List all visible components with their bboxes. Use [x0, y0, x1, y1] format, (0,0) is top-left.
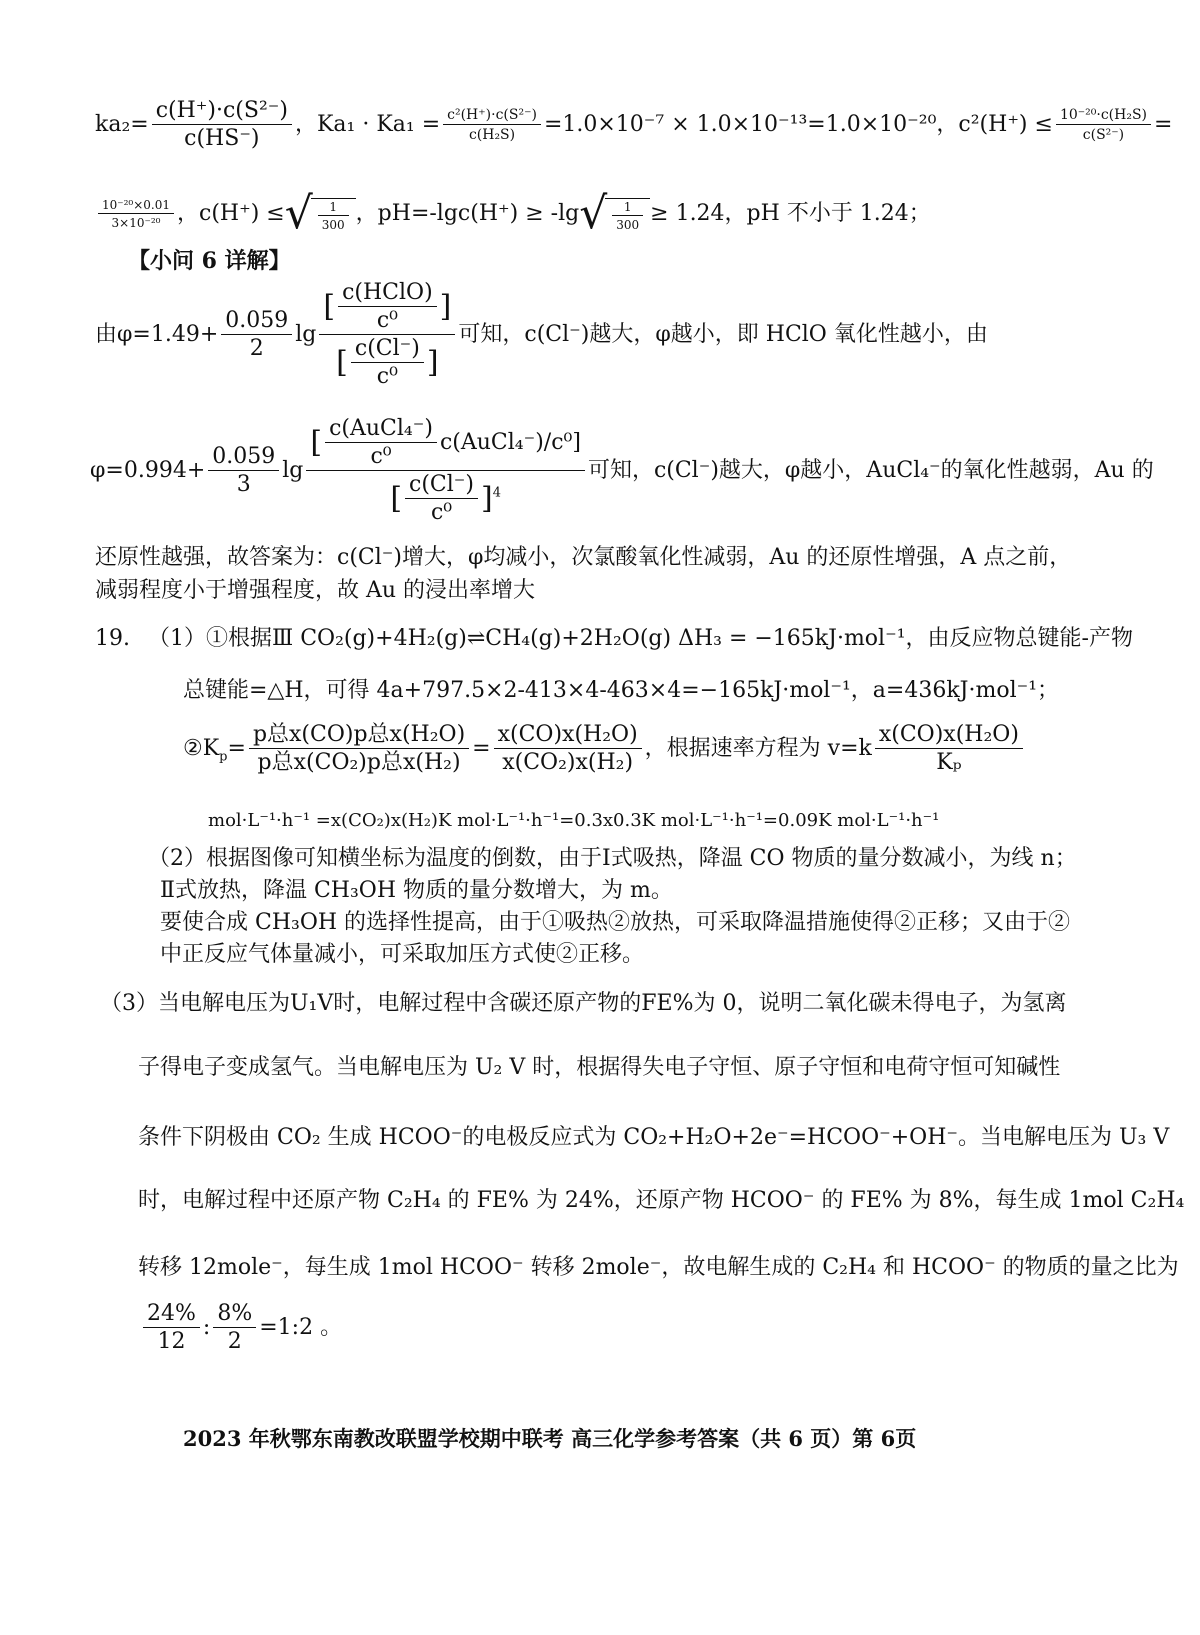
kp-subscript: p	[219, 749, 228, 765]
ratio-den-2: 2	[213, 1327, 256, 1353]
sqrt-2-den: 300	[612, 215, 643, 231]
c2h-inequality-fraction	[1056, 108, 1151, 142]
ph-fraction-numerator: 10⁻²⁰×0.01	[102, 198, 170, 212]
phi1-coefficient	[221, 310, 292, 360]
kp-num-2: x(CO)x(H₂O)	[497, 722, 638, 747]
phi1-suffix: 可知，c(Cl⁻)越大，φ越小，即 HClO 氧化性越小，由	[458, 322, 988, 347]
ratio-expression	[140, 1303, 342, 1353]
phi1-equation	[95, 282, 988, 388]
phi1-top-fraction	[338, 282, 437, 332]
ch-text: ，c(H⁺) ≤	[177, 201, 285, 226]
part3-line-3: 条件下阴极由 CO₂ 生成 HCOO⁻的电极反应式为 CO₂+H₂O+2e⁻=HCOO⁻+OH⁻。当电解电压为 U₃ V	[138, 1125, 1170, 1150]
phi1-bottom-fraction	[351, 338, 424, 388]
ka-product-fraction	[443, 108, 541, 142]
part3-line-2: 子得电子变成氢气。当电解电压为 U₂ V 时，根据得失电子守恒、原子守恒和电荷守恒可知碱性	[138, 1055, 1061, 1080]
kp-fraction-2	[494, 724, 642, 774]
ratio-den-1: 12	[143, 1327, 200, 1353]
ratio-num-2: 8%	[217, 1301, 253, 1326]
part3-line-1: （3）当电解电压为U₁V时，电解过程中含碳还原产物的FE%为 0，说明二氧化碳未得电子，为氢离	[100, 991, 1067, 1016]
ratio-end: =1:2 。	[259, 1315, 343, 1340]
part2-line-4: 中正反应气体量减小，可采取加压方式使②正移。	[160, 942, 645, 967]
rate-fraction	[875, 724, 1023, 774]
phi1-big-fraction	[319, 282, 455, 388]
ka2-fraction	[152, 100, 292, 150]
part3-line-4: 时，电解过程中还原产物 C₂H₄ 的 FE% 为 24%，还原产物 HCOO⁻ 的 FE% 为 8%，每生成 1mol C₂H₄	[138, 1188, 1185, 1213]
phi1-prefix: 由φ=1.49+	[95, 322, 219, 347]
kp-den-2: x(CO₂)x(H₂)	[494, 748, 642, 774]
phi2-top-tail: c(AuCl₄⁻)/c⁰]	[439, 430, 581, 455]
phi2-top-num: c(AuCl₄⁻)	[329, 416, 433, 441]
phi2-big-num: [ c(AuCl₄⁻) c⁰ c(AuCl₄⁻)/c⁰]	[310, 416, 581, 469]
phi1-coef-num: 0.059	[225, 308, 289, 333]
kp-den-1: p总x(CO₂)p总x(H₂)	[249, 748, 469, 774]
page-footer: 2023 年秋鄂东南教改联盟学校期中联考 高三化学参考答案（共 6 页）第 6页	[183, 1426, 917, 1451]
phi2-coefficient	[208, 446, 279, 496]
ph-text: ，pH=-lgc(H⁺) ≥ -lg	[355, 201, 580, 226]
q19-part1-line2: 总键能=△H，可得 4a+797.5×2-413×4-463×4=−165kJ·mol⁻¹，a=436kJ·mol⁻¹；	[183, 678, 1060, 703]
ph-line	[95, 188, 931, 239]
q19-part1-line1: （1）①根据Ⅲ CO₂(g)+4H₂(g)⇌CH₄(g)+2H₂O(g) ΔH₃ = −165kJ·mol⁻¹，由反应物总键能-产物	[148, 626, 1133, 651]
kp-equation: $②K_p=$ p总x(CO)p总x(H₂O) p总x(CO₂)p总x(H₂) = $\frac{\text{x(CO)x(H₂O)}}{\text{x(CO₂)x(H₂)}}$ ，根据速率方程为 v=k $\frac{\text{x(CO)x(H₂O)}}{\text{Kₚ}}$	[183, 724, 1026, 774]
part2-line-1: （2）根据图像可知横坐标为温度的倒数，由于Ⅰ式吸热，降温 CO 物质的量分数减小，为线 n；	[148, 846, 1077, 871]
kp-prefix: ②K	[183, 736, 220, 761]
sqrt-1-num: 1	[329, 199, 338, 214]
c2h-denominator: c(S²⁻)	[1056, 124, 1151, 142]
rate-num: x(CO)x(H₂O)	[878, 722, 1019, 747]
kp-num-1: p总x(CO)p总x(H₂O)	[252, 722, 466, 747]
sqrt-2-num: 1	[623, 199, 632, 214]
part2-line-3: 要使合成 CH₃OH 的选择性提高，由于①吸热②放热，可采取降温措施使得②正移；又由于②	[160, 910, 1071, 935]
ka-product-denominator: c(H₂S)	[443, 124, 541, 142]
rate-line: mol·L⁻¹·h⁻¹ =x(CO₂)x(H₂)K mol·L⁻¹·h⁻¹=0.3x0.3K mol·L⁻¹·h⁻¹=0.09K mol·L⁻¹·h⁻¹	[208, 810, 940, 831]
q19-number: 19.	[95, 626, 130, 651]
phi2-lg: lg	[282, 458, 304, 483]
c2h-label: c²(H⁺) ≤	[958, 112, 1053, 137]
phi2-coef-num: 0.059	[212, 444, 276, 469]
phi1-bot-den: c⁰	[351, 362, 424, 388]
ka2-numerator: c(H⁺)·c(S²⁻)	[155, 98, 288, 123]
conclusion-line-1: 还原性越强，故答案为：c(Cl⁻)增大，φ均减小，次氯酸氧化性减弱，Au 的还原性增强，A 点之前，	[95, 545, 1072, 570]
ratio-num-1: 24%	[147, 1301, 196, 1326]
phi1-bot-num: c(Cl⁻)	[354, 336, 420, 361]
equals-end: =	[1154, 112, 1173, 137]
ratio-colon: :	[202, 1315, 211, 1340]
conclusion-line-2: 减弱程度小于增强程度，故 Au 的浸出率增大	[95, 578, 536, 603]
phi1-big-num: [ c(HClO) c⁰ ]	[323, 280, 452, 333]
c2h-numerator: 10⁻²⁰·c(H₂S)	[1059, 107, 1147, 123]
sqrt-1-den: 300	[318, 215, 349, 231]
ratio-fraction-2	[213, 1303, 256, 1353]
sqrt-2-fraction	[612, 201, 643, 231]
ph-fraction	[98, 199, 174, 229]
phi2-equation	[90, 418, 1154, 524]
ka-product-label: ，Ka₁ · Ka₁ =	[294, 112, 441, 137]
phi1-big-den: [ $\frac{c(Cl^-)}{\text{c⁰}}$ ]	[319, 334, 455, 388]
ka2-lhs: ka₂=	[95, 112, 149, 137]
part3-line-5: 转移 12mole⁻，每生成 1mol HCOO⁻ 转移 2mole⁻，故电解生成的 C₂H₄ 和 HCOO⁻ 的物质的量之比为	[138, 1255, 1179, 1280]
phi2-big-fraction	[306, 418, 585, 524]
sqrt-1-fraction	[318, 201, 349, 231]
phi2-bot-den: c⁰	[405, 498, 478, 524]
ka2-equation-line	[95, 100, 1172, 150]
phi1-coef-den: 2	[221, 334, 292, 360]
ka-product-numerator: c²(H⁺)·c(S²⁻)	[447, 107, 537, 123]
phi2-big-den: [ $\frac{c(Cl^-)}{\text{c⁰}}$ ]$^4$	[306, 470, 585, 524]
ratio-fraction-1	[143, 1303, 200, 1353]
phi2-bot-exponent: 4	[492, 485, 501, 501]
phi2-bot-num: c(Cl⁻)	[409, 472, 474, 497]
part2-line-2: Ⅱ式放热，降温 CH₃OH 物质的量分数增大，为 m。	[160, 878, 673, 903]
ph-end: ≥ 1.24，pH 不小于 1.24；	[650, 201, 931, 226]
phi2-suffix: 可知，c(Cl⁻)越大，φ越小，AuCl₄⁻的氧化性越弱，Au 的	[587, 458, 1154, 483]
phi2-top-fraction	[325, 418, 437, 468]
kp-fraction-1	[249, 724, 469, 774]
phi1-top-den: c⁰	[338, 306, 437, 332]
phi2-top-den: c⁰	[325, 442, 437, 468]
phi2-bottom-fraction	[405, 474, 478, 524]
rate-text: ，根据速率方程为 v=k	[644, 736, 872, 761]
phi2-coef-den: 3	[208, 470, 279, 496]
section-6-heading: 【小问 6 详解】	[128, 248, 291, 274]
phi1-lg: lg	[295, 322, 317, 347]
phi1-top-num: c(HClO)	[342, 280, 433, 305]
sqrt-1: √ $\frac{1}{300}$	[285, 192, 356, 236]
rate-den: Kₚ	[875, 748, 1023, 774]
phi2-prefix: φ=0.994+	[90, 458, 206, 483]
ph-fraction-denominator: 3×10⁻²⁰	[98, 213, 174, 229]
ka2-denominator: c(HS⁻)	[152, 124, 292, 150]
sqrt-2: √ $\frac{1}{300}$	[579, 192, 650, 236]
ka-product-value: =1.0×10⁻⁷ × 1.0×10⁻¹³=1.0×10⁻²⁰，	[543, 112, 959, 137]
